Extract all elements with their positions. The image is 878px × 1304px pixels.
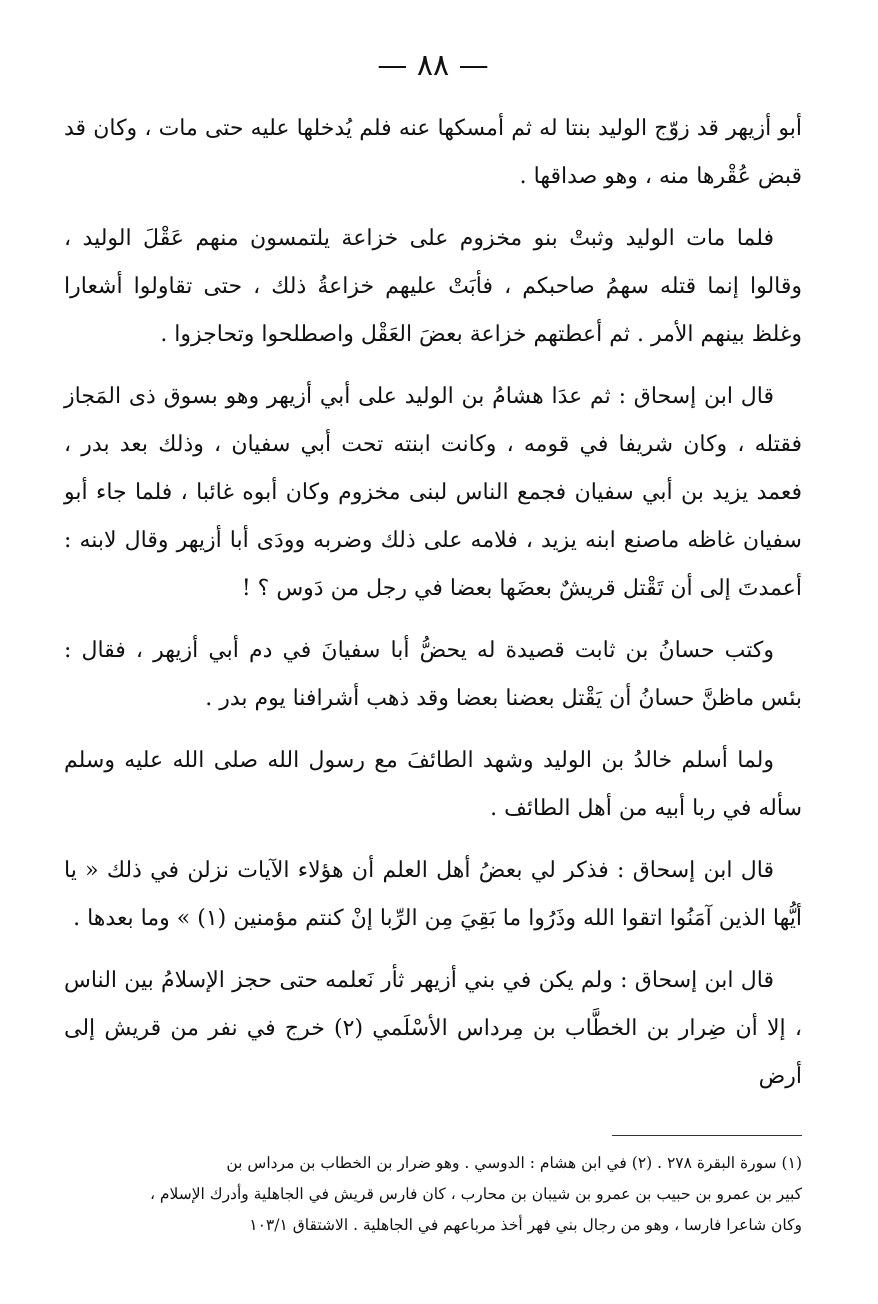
- paragraph-7: قال ابن إسحاق : ولم يكن في بني أزيهر ثأر نَعلمه حتى حجز الإسلامُ بين الناس ، إلا أن ضِرار بن الخطَّاب بن مِرداس الأسْلَمي (٢) خرج في نفر من قريش إلى أرض: [64, 968, 802, 1089]
- footnote-line-3: وكان شاعرا فارسا ، وهو من رجال بني فهر أخذ مرباعهم في الجاهلية . الاشتقاق ١٠٣/١: [249, 1216, 802, 1234]
- paragraph-5: ولما أسلم خالدُ بن الوليد وشهد الطائفَ مع رسول الله صلى الله عليه وسلم سأله في ربا أبيه من أهل الطائف .: [64, 748, 802, 821]
- footnote-line-2: كبير بن عمرو بن حبيب بن عمرو بن شيبان بن محارب ، كان فارس قريش في الجاهلية وأدرك الإسلام ،: [149, 1185, 802, 1203]
- page-number: — ٨٨ —: [377, 48, 489, 83]
- paragraph-3: قال ابن إسحاق : ثم عدَا هشامُ بن الوليد على أبي أزيهر وهو بسوق ذى المَجاز فقتله ، وكان شريفا في قومه ، وكانت ابنته تحت أبي سفيان ، وذلك بعد بدر ، فعمد يزيد بن أبي سفيان فجمع الناس لبنى مخزوم وكان أبوه غائبا ، فلما جاء أبو سفيان غاظه ماصنع ابنه يزيد ، فلامه على ذلك وضربه وودَى أبا أزيهر وقال لابنه : أعمدتَ إلى أن تَقْتل قريشٌ بعضَها بعضا في رجل من دَوس ؟ !: [64, 384, 802, 601]
- footnotes: [64, 1148, 802, 1241]
- footnote-divider: [612, 1135, 802, 1136]
- paragraph-6: قال ابن إسحاق : فذكر لي بعضُ أهل العلم أن هؤلاء الآيات نزلن في ذلك « يا أيُّها الذين آمَنُوا اتقوا الله وذَرُوا ما بَقِيَ مِن الرِّبا إنْ كنتم مؤمنين (١) » وما بعدها .: [64, 858, 802, 931]
- paragraph-4: وكتب حسانُ بن ثابت قصيدة له يحضُّ أبا سفيانَ في دم أبي أزيهر ، فقال : بئس ماظنَّ حسانُ أن يَقْتل بعضنا بعضا وقد ذهب أشرافنا يوم بدر .: [64, 638, 802, 711]
- paragraph-2: فلما مات الوليد وثبتْ بنو مخزوم على خزاعة يلتمسون منهم عَقْلَ الوليد ، وقالوا إنما قتله سهمُ صاحبكم ، فأبَتْ عليهم خزاعةُ ذلك ، حتى تقاولوا أشعارا وغلظ بينهم الأمر . ثم أعطتهم خزاعة بعضَ العَقْل واصطلحوا وتحاجزوا .: [64, 226, 802, 347]
- footnote-line-1: (١) سورة البقرة ٢٧٨ . (٢) في ابن هشام : الدوسي . وهو ضرار بن الخطاب بن مرداس بن: [226, 1154, 802, 1172]
- paragraph-1: أبو أزيهر قد زوّج الوليد بنتا له ثم أمسكها عنه فلم يُدخلها عليه حتى مات ، وكان قد قبض عُقْرها منه ، وهو صداقها .: [64, 116, 802, 189]
